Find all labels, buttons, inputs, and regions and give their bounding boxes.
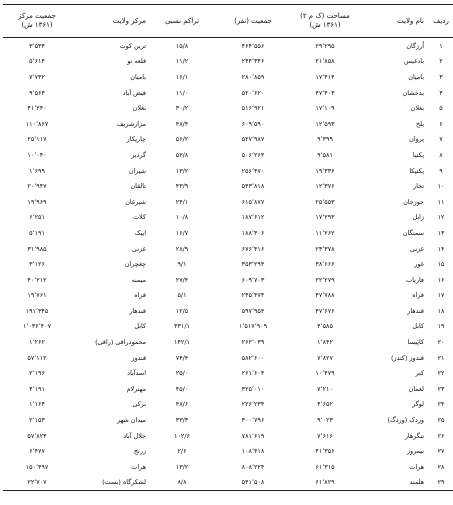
cell-density: ۱۱/۰: [175, 88, 189, 97]
cell-center-population: ۲۲٬۷۰۷: [3, 475, 71, 491]
cell-province: وردک (وردگ): [387, 416, 424, 425]
cell-area: ۷٬۲۱۰: [317, 384, 333, 393]
cell-index: ۲۳: [437, 384, 445, 393]
cell-center: قندوز: [131, 353, 146, 362]
cell-index: ۱۷: [437, 291, 445, 300]
cell-density: ۴۸/۴: [175, 119, 189, 128]
cell-population: ۱۸۷٬۶۱۲: [241, 213, 265, 222]
cell-density: ۱۵/۸: [175, 41, 189, 50]
cell-center-population: ۷٬۷۳۲: [29, 72, 45, 81]
cell-population: ۶۷۶٬۴۱۶: [241, 244, 265, 253]
cell-province: غور: [414, 260, 424, 269]
cell-center: مهترلام: [126, 384, 146, 393]
cell-center-population: ۱۹٬۹۶۹: [27, 197, 47, 206]
cell-population: ۵۴۳٬۸۱۸: [241, 182, 265, 191]
cell-density: ۲/۶: [177, 447, 187, 456]
cell-population: ۶۰۹٬۵۹۰: [241, 119, 265, 128]
cell-density: ۷۴/۴: [175, 353, 189, 362]
table-row: [3, 100, 453, 116]
cell-center-population: ۱٬۶۹۹: [29, 166, 45, 175]
cell-province: پکتیکا: [409, 166, 424, 175]
cell-province: بامیان: [408, 72, 424, 81]
cell-population: ۲۴۵٬۴۷۴: [241, 291, 265, 300]
cell-center: غزنی: [132, 244, 146, 253]
table-row: [3, 350, 453, 366]
cell-density: ۱۰/۸: [175, 213, 189, 222]
cell-center-population: ۵٬۱۹۱: [29, 228, 45, 237]
cell-population: ۲۶۲٬۰۳۹: [241, 338, 265, 347]
cell-density: ۱۶/۱: [175, 72, 189, 81]
cell-index: ۸: [439, 150, 443, 159]
cell-index: ۲۹: [427, 475, 453, 491]
cell-index: ۲۸: [437, 462, 445, 471]
cell-center-population: ۲۰٬۹۴۷: [27, 182, 47, 191]
header-center-population-year: (۱۳۶۱ ش): [21, 21, 53, 29]
cell-center: فراه: [134, 291, 146, 300]
cell-density: ۱۳/۲: [175, 462, 189, 471]
cell-population: ۶۱۵٬۸۷۷: [241, 197, 265, 206]
cell-density: ۴۳/۹: [175, 182, 189, 191]
cell-province: لوگر: [412, 400, 424, 409]
cell-center: چاریکار: [126, 135, 146, 144]
cell-province: بادغیس: [404, 57, 424, 66]
cell-area: ۲۱٬۸۵۸: [315, 57, 335, 66]
header-province: نام ولایت: [359, 5, 427, 38]
table-row: [3, 210, 453, 226]
cell-province: قندهار: [407, 306, 424, 315]
cell-center-population: ۹٬۵۶۴: [29, 88, 45, 97]
cell-index: ۱۳: [437, 228, 445, 237]
cell-density: ۳۳/۳: [175, 416, 189, 425]
cell-center: هرات: [131, 462, 146, 471]
cell-province: کنر: [415, 369, 424, 378]
cell-center-population: ۳٬۵۳۴: [29, 41, 45, 50]
cell-center-population: ۱۹٬۷۶۱: [27, 291, 47, 300]
header-density: تراکم نسبی: [149, 5, 215, 38]
cell-population: ۱۸۸٬۳۰۶: [241, 228, 265, 237]
cell-population: ۲۸۰٬۸۵۹: [241, 72, 265, 81]
cell-area: ۲۹٬۲۹۵: [315, 41, 335, 50]
header-index: ردیف: [427, 5, 453, 38]
cell-population: ۵۰۶٬۲۶۴: [241, 150, 265, 159]
provinces-table: [3, 4, 453, 491]
table-row: [3, 443, 453, 459]
cell-index: ۲۶: [437, 431, 445, 440]
table-header: [3, 5, 453, 38]
cell-density: ۳۰/۲: [175, 104, 189, 113]
table-row: [3, 397, 453, 413]
table-row: [3, 225, 453, 241]
cell-province: بدخشان: [402, 88, 424, 97]
table-row: [3, 163, 453, 179]
table-row: [3, 116, 453, 132]
cell-area: ۲۵٬۵۵۳: [315, 197, 335, 206]
cell-province: جوزجان: [403, 197, 424, 206]
cell-province: غزنی: [410, 244, 424, 253]
cell-center-population: ۲٬۱۵۳: [29, 416, 45, 425]
cell-center: اسدآباد: [127, 369, 146, 378]
cell-density: ۳۳۱/۱: [174, 322, 190, 331]
cell-population: ۱۰۸٬۴۱۸: [241, 447, 265, 456]
cell-center: چغچران: [124, 260, 146, 269]
table-row: [3, 412, 453, 428]
cell-population: ۶۰۹٬۷۰۳: [241, 275, 265, 284]
cell-center: شیران: [128, 166, 146, 175]
header-center-population-label: جمعیت مرکز: [18, 12, 56, 20]
cell-density: ۱۶/۷: [175, 228, 189, 237]
cell-density: ۱۰۲/۶: [174, 431, 190, 440]
cell-population: ۳۲۵٬۰۱۰: [241, 384, 265, 393]
cell-population: ۲۵۶٬۴۷۰: [241, 166, 265, 175]
cell-area: ۱۲٬۳۷۶: [315, 182, 335, 191]
table-row: [3, 475, 453, 491]
cell-index: ۱۵: [437, 260, 445, 269]
cell-province: سمنگان: [402, 228, 424, 237]
cell-population: ۱٬۵۱۷٬۹۰۹: [238, 322, 268, 331]
cell-index: ۵: [439, 104, 443, 113]
cell-center: کابل: [134, 322, 146, 331]
table-row: [3, 85, 453, 101]
table-row: [3, 132, 453, 148]
cell-population: ۵۹۷٬۹۵۴: [241, 306, 265, 315]
cell-area: ۹٬۵۸۱: [317, 150, 333, 159]
cell-area: ۶۱٬۳۱۵: [315, 462, 335, 471]
table-row: [3, 147, 453, 163]
header-center: مرکز ولایت: [71, 5, 149, 38]
cell-population: ۵۲۰٬۶۲۰: [241, 88, 265, 97]
table-row: [3, 303, 453, 319]
cell-index: ۱۲: [437, 213, 445, 222]
cell-province: کابل: [412, 322, 424, 331]
cell-density: ۱۴۲/۱: [174, 338, 190, 347]
table-row: [3, 178, 453, 194]
cell-center: جلال آباد: [123, 431, 146, 440]
cell-province: پروان: [409, 135, 424, 144]
cell-center: شبرغان: [125, 197, 146, 206]
cell-center: گردیز: [131, 150, 146, 159]
cell-area: ۱۹٬۳۳۶: [315, 166, 335, 175]
cell-center-population: ۴۱٬۲۴۰: [27, 104, 47, 113]
cell-center-population: ۶٬۴۷۷: [29, 447, 45, 456]
cell-population: ۵۴۱٬۵۰۸: [215, 475, 291, 491]
cell-center: ترین کوت: [119, 41, 146, 50]
cell-province: تخار: [413, 182, 424, 191]
cell-center: میمنه: [131, 275, 146, 284]
cell-density: ۵۲/۸: [175, 150, 189, 159]
cell-area: ۳۸٬۶۶۶: [315, 260, 335, 269]
table-row: [3, 288, 453, 304]
cell-population: ۲۴۴٬۳۴۶: [241, 57, 265, 66]
header-row: [3, 5, 453, 38]
cell-index: ۱۸: [437, 306, 445, 315]
cell-index: ۷: [439, 135, 443, 144]
cell-center-population: ۱٬۲۶۲: [29, 338, 45, 347]
cell-population: ۴۶۴٬۵۵۶: [241, 41, 265, 50]
cell-index: ۲: [439, 57, 443, 66]
table-row: [3, 319, 453, 335]
cell-index: ۱۶: [437, 275, 445, 284]
cell-area: ۱۷٬۴۱۴: [315, 72, 335, 81]
cell-center: بامیان: [130, 72, 146, 81]
cell-density: ۵/۱: [177, 291, 187, 300]
cell-center-population: ۱۵۰٬۴۹۷: [25, 462, 49, 471]
cell-population: ۳۰۰٬۷۹۶: [241, 416, 265, 425]
cell-center: محمودراقی (راقی): [95, 338, 146, 347]
cell-population: ۲۶۱٬۶۰۴: [241, 369, 265, 378]
cell-area: ۷٬۸۲۷: [317, 353, 333, 362]
table-row: [3, 272, 453, 288]
cell-area: ۴۱٬۳۵۶: [315, 447, 335, 456]
cell-index: ۹: [439, 166, 443, 175]
cell-province: لغمان: [408, 384, 424, 393]
cell-index: ۴: [439, 88, 443, 97]
cell-index: ۲۰: [437, 338, 445, 347]
header-area-label: مساحت (ک م ۲): [300, 12, 350, 20]
cell-area: ۴٬۶۵۲: [317, 400, 333, 409]
cell-center-population: ۳۱٬۹۸۵: [27, 244, 47, 253]
cell-center-population: ۶٬۲۵۱: [29, 213, 45, 222]
cell-area: ۶۱٬۸۲۹: [291, 475, 359, 491]
cell-province: بلخ: [415, 119, 424, 128]
cell-area: ۲۲٬۲۷۹: [315, 275, 335, 284]
cell-center: زرنج: [133, 447, 146, 456]
cell-center-population: ۱۰٬۰۴۰: [27, 150, 47, 159]
cell-province: پکتیا: [412, 150, 424, 159]
table-row: [3, 428, 453, 444]
cell-center-population: ۵۷٬۸۲۴: [27, 431, 47, 440]
table-row: [3, 365, 453, 381]
cell-index: ۳: [439, 72, 443, 81]
cell-center: مزارشریف: [116, 119, 146, 128]
cell-province: قندوز (کندز): [391, 353, 424, 362]
cell-center-population: ۴۰٬۲۱۲: [27, 275, 47, 284]
cell-density: ۲۴/۱: [175, 197, 189, 206]
cell-index: ۱: [439, 41, 443, 50]
cell-index: ۱۰: [437, 182, 445, 191]
cell-index: ۲۲: [437, 369, 445, 378]
cell-province: بغلان: [410, 104, 424, 113]
table-row: [3, 54, 453, 70]
cell-center: قندهار: [129, 306, 146, 315]
cell-density: ۸/۸: [149, 475, 215, 491]
cell-area: ۱۰٬۴۷۹: [315, 369, 335, 378]
cell-area: ۴٬۵۸۵: [317, 322, 333, 331]
cell-population: ۵۸۲٬۶۰۰: [241, 353, 265, 362]
cell-area: ۴۷٬۷۸۸: [315, 291, 335, 300]
cell-province: ننگرهار: [404, 431, 424, 440]
cell-population: ۳۵۳٬۲۹۴: [241, 260, 265, 269]
cell-population: ۵۲۷٬۹۸۷: [241, 135, 265, 144]
table-row: [3, 459, 453, 475]
cell-index: ۱۴: [437, 244, 445, 253]
header-center-population: [3, 5, 71, 38]
cell-density: ۱۱/۲: [175, 57, 189, 66]
cell-density: ۴۵/۰: [175, 384, 189, 393]
cell-center: بغلان: [132, 104, 146, 113]
cell-area: ۷٬۶۱۶: [317, 431, 333, 440]
table-row: [3, 194, 453, 210]
table-body: [3, 38, 453, 491]
cell-province: هرات: [409, 462, 424, 471]
cell-center: قلعه نو: [127, 57, 146, 66]
cell-center: کلات: [133, 213, 146, 222]
cell-density: ۹/۱: [177, 260, 187, 269]
cell-province: هلمند: [359, 475, 427, 491]
cell-center: ایبک: [134, 228, 146, 237]
cell-population: ۷۸۱٬۶۱۹: [241, 431, 265, 440]
cell-center-population: ۴٬۱۹۱: [29, 384, 45, 393]
cell-area: ۱٬۸۴۲: [317, 338, 333, 347]
cell-population: ۵۱۶٬۹۲۱: [241, 104, 265, 113]
cell-area: ۱۲٬۵۹۳: [315, 119, 335, 128]
cell-center: لشکرگاه (بست): [71, 475, 149, 491]
cell-index: ۶: [439, 119, 443, 128]
cell-area: ۱۷٬۲۹۳: [315, 213, 335, 222]
cell-area: ۹٬۰۲۳: [317, 416, 333, 425]
cell-center: برکی: [132, 400, 146, 409]
cell-province: نیمروز: [406, 447, 424, 456]
cell-center-population: ۲٬۱۹۶: [29, 369, 45, 378]
table-row: [3, 241, 453, 257]
cell-center: تالقان: [130, 182, 146, 191]
cell-province: زابل: [412, 213, 424, 222]
cell-density: ۲۷/۴: [175, 275, 189, 284]
cell-index: ۲۴: [437, 400, 445, 409]
cell-density: ۴۸/۶: [175, 400, 189, 409]
cell-center-population: ۵٬۶۱۴: [29, 57, 45, 66]
cell-province: کاپیسا: [407, 338, 424, 347]
table-row: [3, 38, 453, 54]
header-area-year: (۱۳۶۱ ش): [309, 21, 341, 29]
cell-province: اُرزگان: [406, 41, 424, 50]
table-row: [3, 256, 453, 272]
cell-area: ۹٬۳۹۹: [317, 135, 333, 144]
cell-index: ۱۹: [437, 322, 445, 331]
cell-density: ۵۶/۲: [175, 135, 189, 144]
cell-population: ۲۲۶٬۲۳۴: [241, 400, 265, 409]
cell-center-population: ۳٬۱۲۶: [29, 260, 45, 269]
cell-population: ۸۰۸٬۲۲۴: [241, 462, 265, 471]
cell-density: ۲۵/۰: [175, 369, 189, 378]
table-row: [3, 381, 453, 397]
cell-area: ۴۷٬۴۰۳: [315, 88, 335, 97]
cell-density: ۱۲/۵: [175, 306, 189, 315]
cell-province: فراه: [412, 291, 424, 300]
cell-center-population: ۵۷٬۱۱۲: [27, 353, 47, 362]
table-row: [3, 69, 453, 85]
header-population: جمعیت (نفر): [215, 5, 291, 38]
cell-center-population: ۱۹۱٬۳۴۵: [25, 306, 49, 315]
cell-province: فاریاب: [406, 275, 424, 284]
cell-center: میدان شهر: [116, 416, 146, 425]
cell-center-population: ۲۵٬۱۱۷: [27, 135, 47, 144]
cell-index: ۲۱: [437, 353, 445, 362]
cell-center-population: ۱٬۰۳۶٬۴۰۷: [22, 322, 52, 331]
cell-area: ۱۱٬۲۶۲: [315, 228, 335, 237]
cell-index: ۲۵: [437, 416, 445, 425]
cell-center: فیض آباد: [122, 88, 146, 97]
cell-area: ۴۷٬۶۷۶: [315, 306, 335, 315]
cell-area: ۱۷٬۱۰۹: [315, 104, 335, 113]
cell-density: ۲۸/۹: [175, 244, 189, 253]
cell-area: ۲۳٬۳۷۸: [315, 244, 335, 253]
header-area: [291, 5, 359, 38]
cell-density: ۱۳/۲: [175, 166, 189, 175]
cell-index: ۲۷: [437, 447, 445, 456]
table-row: [3, 334, 453, 350]
cell-center-population: ۱٬۱۶۴: [29, 400, 45, 409]
cell-center-population: ۱۱۰٬۸۶۷: [25, 119, 49, 128]
cell-index: ۱۱: [437, 197, 445, 206]
